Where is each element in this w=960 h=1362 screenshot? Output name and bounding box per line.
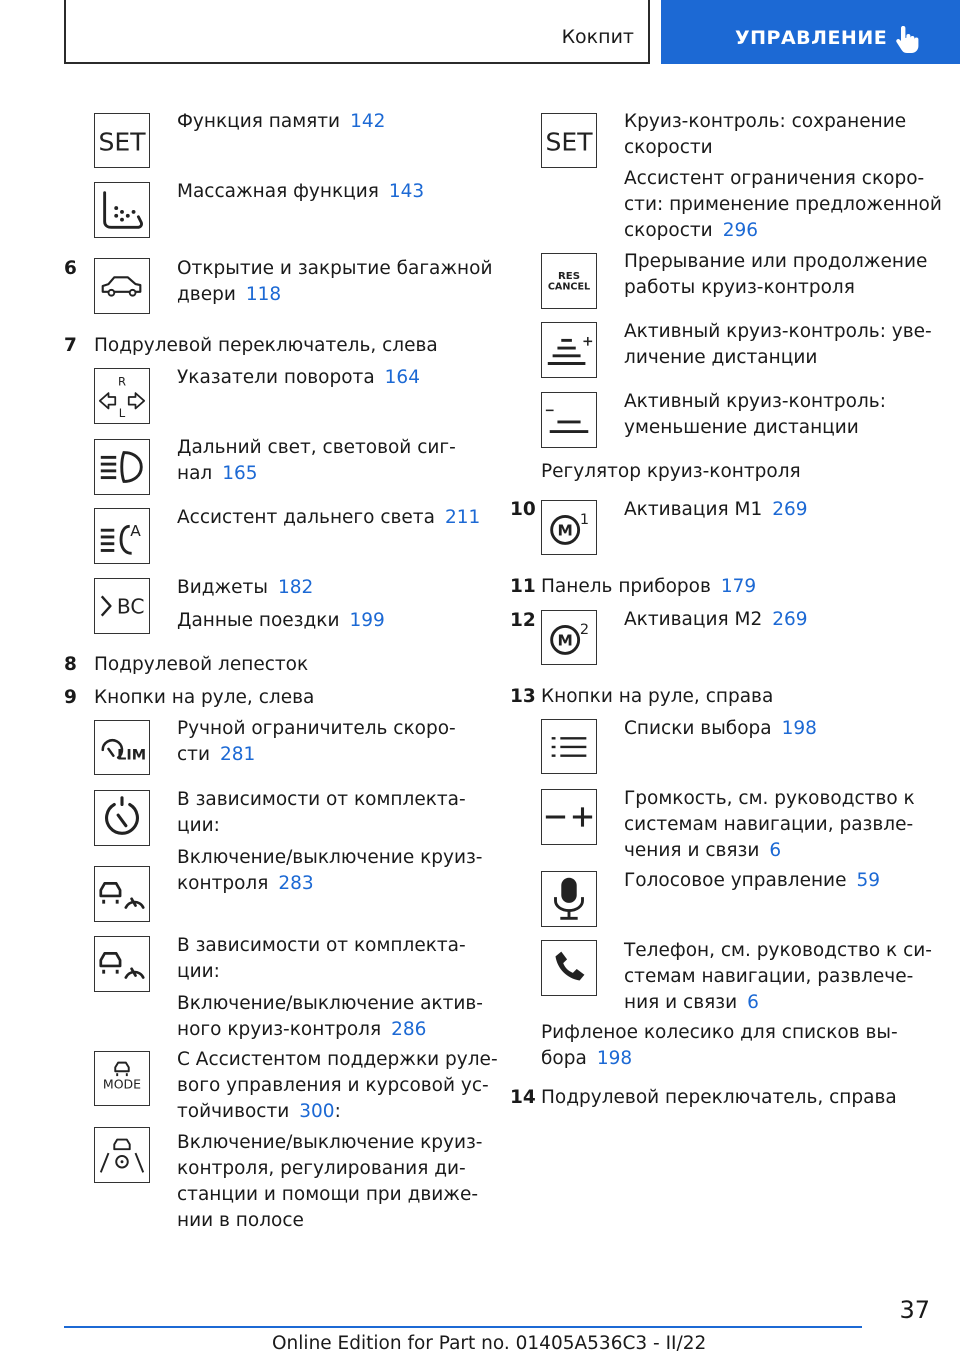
entry-text: стемам навигации, развлече- xyxy=(624,966,914,987)
item-number: 11 xyxy=(510,576,536,597)
entry-text: Списки выбора xyxy=(624,718,772,739)
entry-text: Указатели поворота xyxy=(177,367,375,388)
page-number: 37 xyxy=(899,1296,930,1324)
bc-icon xyxy=(94,578,150,634)
item-number: 7 xyxy=(64,335,77,356)
page-link[interactable]: 211 xyxy=(444,507,481,528)
edition-note: Online Edition for Part no. 01405A536C3 - II/22 xyxy=(272,1333,707,1354)
entry-res-cancel xyxy=(624,249,927,301)
entry-text: ции: xyxy=(177,961,220,982)
entry-text: Данные поездки xyxy=(177,610,340,631)
entry-text: Телефон, см. руководство к си- xyxy=(624,940,932,961)
svg-text:2: 2 xyxy=(579,622,590,639)
item-number: 12 xyxy=(510,610,536,631)
mode-icon xyxy=(94,1051,150,1106)
bc-label: BC xyxy=(116,594,145,619)
entry-text: Включение/выключение круиз- xyxy=(177,847,483,868)
entry-text: Открытие и закрытие багажной xyxy=(177,258,493,279)
entry-text: скорости xyxy=(624,137,713,158)
distance-decrease-icon xyxy=(541,392,597,448)
entry-cruise-toggle xyxy=(177,845,483,897)
entry-text: Включение/выключение актив- xyxy=(177,993,483,1014)
entry-high-beam xyxy=(177,435,456,487)
entry-text: В зависимости от комплекта- xyxy=(177,789,466,810)
entry-text: ции: xyxy=(177,815,220,836)
entry-text: бора xyxy=(541,1048,587,1069)
page-link[interactable]: 6 xyxy=(769,840,782,861)
cruise-gauge-icon xyxy=(94,790,150,846)
page-link[interactable]: 165 xyxy=(222,463,258,484)
high-beam-icon xyxy=(94,439,150,495)
entry-text: чения и связи xyxy=(624,840,760,861)
page-link[interactable]: 283 xyxy=(278,873,314,894)
set-icon xyxy=(541,113,597,168)
lim-label: LIM xyxy=(117,747,147,764)
microphone-icon xyxy=(541,871,597,927)
section-header-box xyxy=(64,0,650,64)
entry-text: тойчивости xyxy=(177,1101,290,1122)
m2-icon xyxy=(541,610,597,665)
entry-memory-function xyxy=(177,109,385,135)
entry-text: двери xyxy=(177,284,236,305)
entry-speed-limiter xyxy=(177,716,456,768)
entry-phone xyxy=(624,938,932,1016)
entry-text: сти xyxy=(177,744,210,765)
entry-right-stalk: Подрулевой переключатель, справа xyxy=(541,1087,897,1108)
distance-increase-icon xyxy=(541,322,597,378)
cancel-label: CANCEL xyxy=(547,281,591,293)
entry-depends-equipment-2 xyxy=(177,933,466,985)
entry-text: Включение/выключение круиз- xyxy=(177,1132,483,1153)
entry-text: Дальний свет, световой сиг- xyxy=(177,437,456,458)
entry-thumbwheel xyxy=(541,1020,898,1072)
cruise-control-icon xyxy=(94,866,150,922)
entry-text: скорости xyxy=(624,220,713,241)
entry-m1 xyxy=(624,497,808,523)
entry-text: Активный круиз-контроль: уве- xyxy=(624,321,932,342)
entry-cruise-save-speed xyxy=(624,109,906,161)
page-link[interactable]: 286 xyxy=(391,1019,427,1040)
svg-text:SET: SET xyxy=(545,127,593,157)
entry-text: работы круиз-контроля xyxy=(624,277,855,298)
entry-text: Функция памяти xyxy=(177,111,341,132)
svg-text:M: M xyxy=(557,631,573,650)
entry-driving-assistant xyxy=(177,1130,483,1234)
page-link[interactable]: 142 xyxy=(350,111,386,132)
entry-text: ния и связи xyxy=(624,992,738,1013)
entry-paddle: Подрулевой лепесток xyxy=(94,654,309,675)
entry-widgets xyxy=(177,575,313,601)
entry-volume xyxy=(624,786,915,864)
item-number: 14 xyxy=(510,1087,536,1108)
page-link[interactable]: 164 xyxy=(384,367,420,388)
entry-text: Массажная функция xyxy=(177,181,379,202)
entry-text: Ассистент дальнего света xyxy=(177,507,435,528)
m1-icon xyxy=(541,500,597,555)
entry-text: нии в полосе xyxy=(177,1210,304,1231)
item-number: 8 xyxy=(64,654,77,675)
phone-icon xyxy=(541,940,597,996)
entry-selection-lists xyxy=(624,716,817,742)
page-link[interactable]: 198 xyxy=(781,718,817,739)
svg-text:SET: SET xyxy=(98,127,146,157)
page-link[interactable]: 199 xyxy=(349,610,385,631)
entry-tailgate xyxy=(177,256,493,308)
massage-seat-icon xyxy=(94,182,150,238)
entry-text: Громкость, см. руководство к xyxy=(624,788,915,809)
entry-text: Активация M2 xyxy=(624,609,763,630)
entry-left-wheel-buttons: Кнопки на руле, слева xyxy=(94,687,315,708)
page-link[interactable]: 296 xyxy=(722,220,759,241)
entry-left-stalk: Подрулевой переключатель, слева xyxy=(94,335,438,356)
active-cruise-icon xyxy=(94,936,150,992)
res-label: RES xyxy=(558,271,580,283)
speed-limiter-icon xyxy=(94,720,150,775)
entry-trip-data xyxy=(177,608,385,634)
entry-text: : xyxy=(334,1101,341,1122)
volume-icon xyxy=(541,789,597,845)
entry-text: Активный круиз-контроль: xyxy=(624,391,886,412)
entry-high-beam-assist xyxy=(177,505,480,531)
mode-label: MODE xyxy=(102,1076,142,1092)
list-icon xyxy=(541,719,597,774)
assist-letter: A xyxy=(130,522,141,540)
page-link[interactable]: 6 xyxy=(747,992,759,1013)
entry-instrument-cluster xyxy=(541,574,756,600)
svg-text:1: 1 xyxy=(579,512,590,529)
entry-text: Голосовое управление xyxy=(624,870,847,891)
item-number: 13 xyxy=(510,686,536,707)
entry-text: контроля xyxy=(177,873,269,894)
entry-text: Виджеты xyxy=(177,577,268,598)
set-icon xyxy=(94,113,150,168)
entry-text: Ассистент ограничения скоро- xyxy=(624,168,925,189)
res-cancel-icon xyxy=(541,253,597,309)
entry-text: Панель приборов xyxy=(541,576,711,597)
entry-text: С Ассистентом поддержки руле- xyxy=(177,1049,498,1070)
entry-depends-equipment-1 xyxy=(177,787,466,839)
entry-text: В зависимости от комплекта- xyxy=(177,935,466,956)
item-number: 6 xyxy=(64,258,77,279)
turn-left-label: L xyxy=(118,406,126,421)
entry-text: личение дистанции xyxy=(624,347,818,368)
high-beam-assist-icon xyxy=(94,508,150,564)
entry-steering-assist xyxy=(177,1047,498,1125)
page-link[interactable]: 281 xyxy=(219,744,256,765)
svg-text:M: M xyxy=(557,521,573,540)
entry-text: сти: применение предложенной xyxy=(624,194,942,215)
entry-cruise-regulator: Регулятор круиз-контроля xyxy=(541,461,801,482)
entry-text: Рифленое колесико для списков вы- xyxy=(541,1022,898,1043)
turn-right-label: R xyxy=(117,374,127,389)
item-number: 10 xyxy=(510,499,536,520)
chapter-title: УПРАВЛЕНИЕ xyxy=(735,27,888,49)
page-link[interactable]: 182 xyxy=(277,577,314,598)
page-link[interactable]: 269 xyxy=(772,499,808,520)
turn-signal-icon xyxy=(94,368,150,424)
footer-divider xyxy=(64,1326,862,1328)
entry-voice-control xyxy=(624,868,880,894)
page-link[interactable]: 143 xyxy=(388,181,425,202)
entry-distance-increase xyxy=(624,319,932,371)
entry-distance-decrease xyxy=(624,389,886,441)
entry-massage-function xyxy=(177,179,424,205)
entry-text: контроля, регулирования ди- xyxy=(177,1158,466,1179)
tailgate-car-icon xyxy=(94,258,150,314)
entry-speed-limit-assist xyxy=(624,166,942,244)
entry-text: системам навигации, развле- xyxy=(624,814,914,835)
entry-m2 xyxy=(624,607,808,633)
page-link[interactable]: 59 xyxy=(856,870,880,891)
section-title: Кокпит xyxy=(561,26,634,48)
entry-text: ного круиз-контроля xyxy=(177,1019,382,1040)
entry-text: Круиз-контроль: сохранение xyxy=(624,111,907,132)
entry-text: Прерывание или продолжение xyxy=(624,251,928,272)
page-link[interactable]: 300 xyxy=(299,1101,335,1122)
entry-text: Ручной ограничитель скоро- xyxy=(177,718,456,739)
entry-text: станции и помощи при движе- xyxy=(177,1184,479,1205)
page-link[interactable]: 269 xyxy=(772,609,808,630)
page-link[interactable]: 198 xyxy=(596,1048,633,1069)
item-number: 9 xyxy=(64,687,77,708)
driving-assistant-icon xyxy=(94,1127,150,1183)
entry-active-cruise-toggle xyxy=(177,991,483,1043)
entry-turn-signals xyxy=(177,365,420,391)
entry-text: вого управления и курсовой ус- xyxy=(177,1075,489,1096)
page-link[interactable]: 118 xyxy=(245,284,282,305)
entry-text: нал xyxy=(177,463,213,484)
page-link[interactable]: 179 xyxy=(720,576,757,597)
hand-pointer-icon xyxy=(894,26,920,54)
entry-text: Активация M1 xyxy=(624,499,763,520)
entry-right-wheel-buttons: Кнопки на руле, справа xyxy=(541,686,774,707)
entry-text: уменьшение дистанции xyxy=(624,417,859,438)
